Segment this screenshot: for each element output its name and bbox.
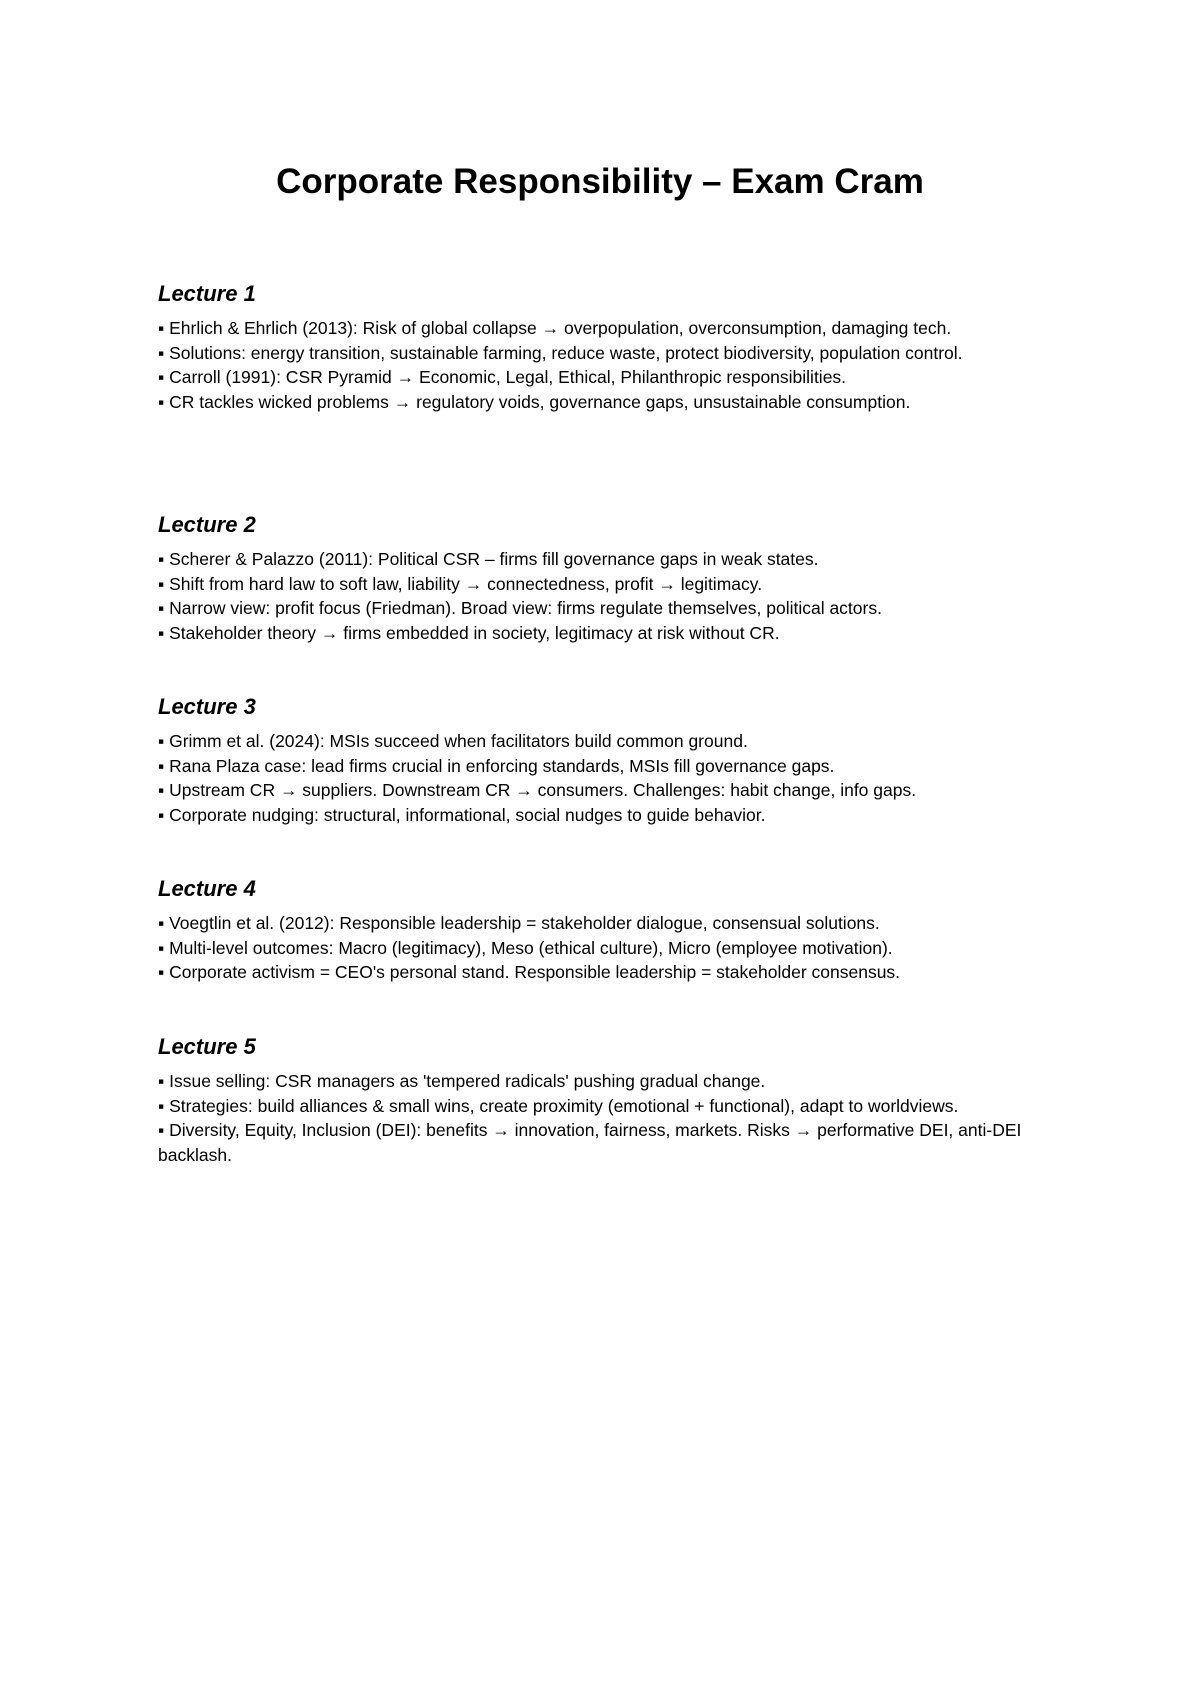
lecture-section bbox=[158, 1033, 1048, 1167]
list-item bbox=[158, 1118, 1048, 1167]
list-item bbox=[158, 1069, 1048, 1094]
list-item-text: Strategies: build alliances & small wins, create proximity (emotional + functional), adapt to worldviews. bbox=[169, 1095, 959, 1116]
list-item-text: Voegtlin et al. (2012): Responsible leadership = stakeholder dialogue, consensual solutions. bbox=[169, 913, 880, 933]
bullet-list bbox=[158, 1069, 1048, 1167]
list-item-text: Multi-level outcomes: Macro (legitimacy), Meso (ethical culture), Micro (employee motivation). bbox=[169, 937, 893, 958]
list-item-text: Grimm et al. (2024): MSIs succeed when facilitators build common ground. bbox=[169, 731, 748, 751]
bullet-icon: ▪ bbox=[158, 1095, 165, 1116]
list-item bbox=[158, 316, 1048, 341]
list-item bbox=[158, 547, 1048, 572]
list-item bbox=[158, 778, 1048, 803]
list-item-text: Issue selling: CSR managers as 'tempered radicals' pushing gradual change. bbox=[169, 1071, 766, 1091]
bullet-icon: ▪ bbox=[158, 1071, 165, 1091]
list-item bbox=[158, 803, 1048, 828]
list-item bbox=[158, 754, 1048, 779]
list-item bbox=[158, 621, 1048, 646]
section-heading: Lecture 5 bbox=[158, 1034, 256, 1059]
list-item-text: Corporate nudging: structural, informational, social nudges to guide behavior. bbox=[169, 804, 766, 825]
bullet-icon: ▪ bbox=[158, 937, 165, 958]
list-item bbox=[158, 572, 1048, 597]
lecture-section bbox=[158, 693, 1048, 827]
list-item-text: Upstream CR → suppliers. Downstream CR → consumers. Challenges: habit change, info gaps. bbox=[169, 780, 917, 800]
bullet-icon: ▪ bbox=[158, 731, 165, 751]
list-item bbox=[158, 341, 1048, 366]
list-item bbox=[158, 729, 1048, 754]
list-item-text: Corporate activism = CEO's personal stand. Responsible leadership = stakeholder consensus. bbox=[169, 962, 901, 982]
bullet-icon: ▪ bbox=[158, 962, 165, 982]
list-item-text: Stakeholder theory → firms embedded in society, legitimacy at risk without CR. bbox=[169, 622, 780, 643]
bullet-list bbox=[158, 729, 1048, 827]
bullet-icon: ▪ bbox=[158, 622, 165, 643]
list-item-text: Rana Plaza case: lead firms crucial in enforcing standards, MSIs fill governance gaps. bbox=[169, 755, 835, 776]
bullet-icon: ▪ bbox=[158, 598, 165, 618]
bullet-icon: ▪ bbox=[158, 342, 165, 363]
list-item-text: Narrow view: profit focus (Friedman). Broad view: firms regulate themselves, political actors. bbox=[169, 598, 882, 618]
bullet-icon: ▪ bbox=[158, 573, 165, 594]
list-item-text: Shift from hard law to soft law, liability → connectedness, profit → legitimacy. bbox=[169, 573, 763, 594]
list-item-text: Diversity, Equity, Inclusion (DEI): benefits → innovation, fairness, markets. Risks → performative DEI, anti-DEI backlash. bbox=[158, 1120, 1022, 1165]
bullet-icon: ▪ bbox=[158, 549, 165, 569]
bullet-icon: ▪ bbox=[158, 913, 165, 933]
lecture-section bbox=[158, 511, 1048, 645]
document-title: Corporate Responsibility – Exam Cram bbox=[276, 162, 924, 201]
bullet-icon: ▪ bbox=[158, 804, 165, 825]
bullet-list bbox=[158, 547, 1048, 645]
list-item-text: Ehrlich & Ehrlich (2013): Risk of global collapse → overpopulation, overconsumption, damaging tech. bbox=[169, 318, 952, 338]
list-item-text: Carroll (1991): CSR Pyramid → Economic, Legal, Ethical, Philanthropic responsibilities. bbox=[169, 367, 847, 387]
section-heading: Lecture 4 bbox=[158, 876, 256, 901]
list-item-text: Scherer & Palazzo (2011): Political CSR – firms fill governance gaps in weak states. bbox=[169, 549, 819, 569]
lecture-section bbox=[158, 875, 1048, 985]
section-heading: Lecture 3 bbox=[158, 694, 256, 719]
list-item-text: Solutions: energy transition, sustainable farming, reduce waste, protect biodiversity, population control. bbox=[169, 342, 963, 363]
list-item bbox=[158, 1094, 1048, 1119]
list-item bbox=[158, 596, 1048, 621]
bullet-icon: ▪ bbox=[158, 391, 165, 412]
lecture-section bbox=[158, 280, 1048, 414]
list-item bbox=[158, 365, 1048, 390]
section-heading: Lecture 1 bbox=[158, 281, 256, 306]
list-item-text: CR tackles wicked problems → regulatory voids, governance gaps, unsustainable consumption. bbox=[169, 391, 911, 412]
bullet-icon: ▪ bbox=[158, 1120, 165, 1140]
bullet-icon: ▪ bbox=[158, 318, 165, 338]
list-item bbox=[158, 390, 1048, 415]
list-item bbox=[158, 911, 1048, 936]
list-item bbox=[158, 936, 1048, 961]
bullet-icon: ▪ bbox=[158, 367, 165, 387]
bullet-list bbox=[158, 911, 1048, 985]
bullet-list bbox=[158, 316, 1048, 414]
section-heading: Lecture 2 bbox=[158, 512, 256, 537]
bullet-icon: ▪ bbox=[158, 755, 165, 776]
bullet-icon: ▪ bbox=[158, 780, 165, 800]
list-item bbox=[158, 960, 1048, 985]
